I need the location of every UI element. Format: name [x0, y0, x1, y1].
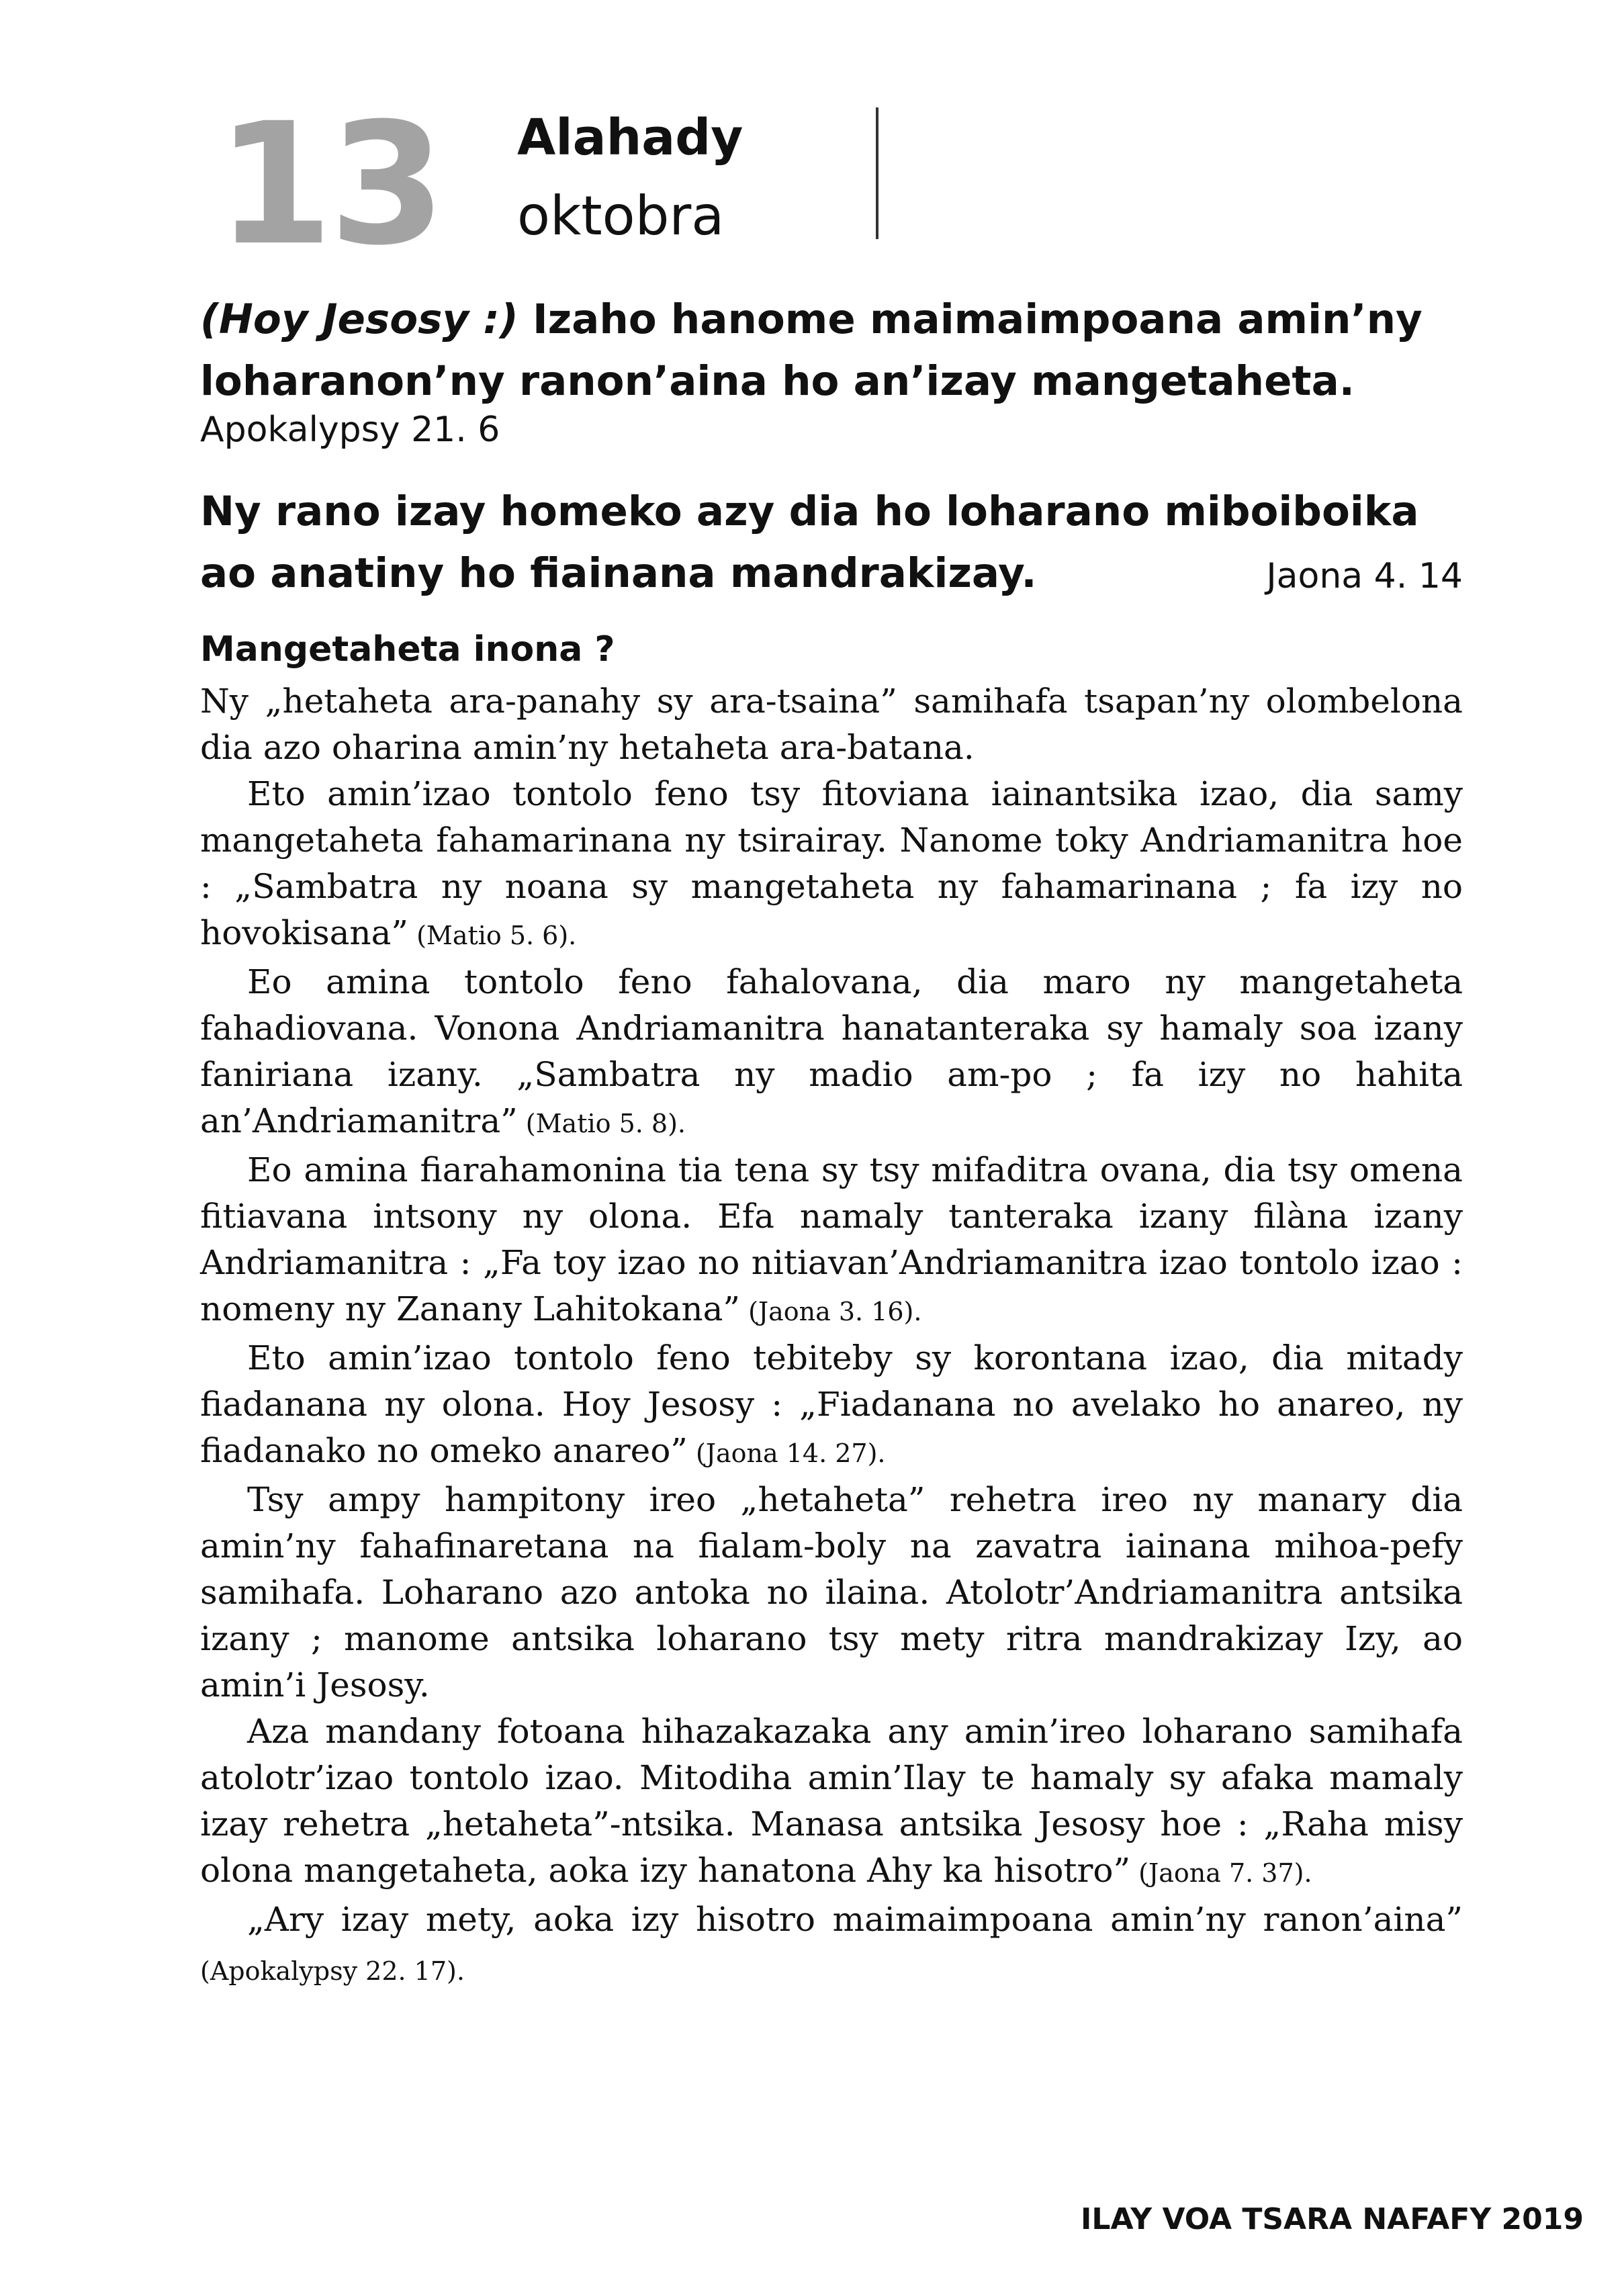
paragraph-citation: (Jaona 3. 16). [739, 1297, 922, 1326]
verse-1 [200, 289, 1463, 412]
paragraph [200, 1147, 1463, 1335]
paragraph-text: Eto amin’izao tontolo feno tsy fitoviana iainantsika izao, dia samy mangetaheta fahamarinana ny tsirairay. Nanome toky Andriamanitra hoe : „Sambatra ny noana sy mangetaheta ny fahamarinana ; fa izy no hovokisana” [200, 774, 1463, 952]
paragraph-citation: (Apokalypsy 22. 17). [200, 1956, 465, 1986]
verse-1-text: Izaho hanome maimaimpoana amin’ny loharanon’ny ranon’aina ho an’izay mangetaheta. [200, 295, 1423, 405]
footer-publication: ILAY VOA TSARA NAFAFY 2019 [1081, 2202, 1584, 2236]
verse-2-text: Ny rano izay homeko azy dia ho loharano miboiboika ao anatiny ho fiainana mandrakizay. [200, 488, 1419, 597]
paragraph [200, 1709, 1463, 1897]
paragraph-citation: (Jaona 14. 27). [687, 1439, 886, 1468]
verse-2-reference: Jaona 4. 14 [1266, 556, 1463, 596]
paragraph [200, 1897, 1463, 1995]
paragraph-citation: (Jaona 7. 37). [1130, 1858, 1312, 1888]
paragraph-text: Eto amin’izao tontolo feno tebiteby sy korontana izao, dia mitady fiadanana ny olona. Hoy Jesosy : „Fiadanana no avelako ho anareo, ny fiadanako no omeko anareo” [200, 1338, 1463, 1470]
paragraph-text: Eo amina tontolo feno fahalovana, dia maro ny mangetaheta fahadiovana. Vonona Andriamanitra hanatanteraka sy hamaly soa izany faniriana izany. „Sambatra ny madio am-po ; fa izy no hahita an’Andriamanitra” [200, 962, 1463, 1140]
header-divider [876, 107, 878, 239]
paragraph-text: Eo amina fiarahamonina tia tena sy tsy mifaditra ovana, dia tsy omena fitiavana intsony ny olona. Efa namaly tanteraka izany filàna izany Andriamanitra : „Fa toy izao no nitiavan’Andriamanitra izao tontolo izao : nomeny ny Zanany Lahitokana” [200, 1150, 1463, 1328]
paragraph [200, 1335, 1463, 1477]
verse-1-reference: Apokalypsy 21. 6 [200, 410, 500, 450]
paragraph-text: Aza mandany fotoana hihazakazaka any amin’ireo loharano samihafa atolotr’izao tontolo izao. Mitodiha amin’Ilay te hamaly sy afaka mamaly izay rehetra „hetaheta”-ntsika. Manasa antsika Jesosy hoe : „Raha misy olona mangetaheta, aoka izy hanatona Ahy ka hisotro” [200, 1712, 1463, 1890]
paragraph-citation: (Matio 5. 6). [408, 921, 577, 950]
paragraph [200, 771, 1463, 959]
paragraph-text: Tsy ampy hampitony ireo „hetaheta” rehetra ireo ny manary dia amin’ny fahafinaretana na fialam-boly na zavatra iainana mihoa-pefy samihafa. Loharano azo antoka no ilaina. Atolotr’Andriamanitra antsika izany ; manome antsika loharano tsy mety ritra mandrakizay Izy, ao amin’i Jesosy. [200, 1480, 1463, 1704]
paragraph-text: Ny „hetaheta ara-panahy sy ara-tsaina” samihafa tsapan’ny olombelona dia azo oharina amin’ny hetaheta ara-batana. [200, 682, 1463, 767]
verse-1-intro: (Hoy Jesosy :) [200, 295, 518, 343]
verse-2 [200, 481, 1463, 607]
paragraph-text: „Ary izay mety, aoka izy hisotro maimaimpoana amin’ny ranon’aina” [247, 1900, 1463, 1939]
paragraph [200, 678, 1463, 771]
weekday-label: Alahady [517, 109, 743, 167]
paragraph [200, 1477, 1463, 1709]
month-label: oktobra [517, 185, 725, 247]
paragraph [200, 959, 1463, 1147]
paragraph-citation: (Matio 5. 8). [517, 1109, 686, 1138]
body-text [200, 678, 1463, 1995]
day-number: 13 [216, 87, 442, 282]
section-title: Mangetaheta inona ? [200, 629, 615, 670]
